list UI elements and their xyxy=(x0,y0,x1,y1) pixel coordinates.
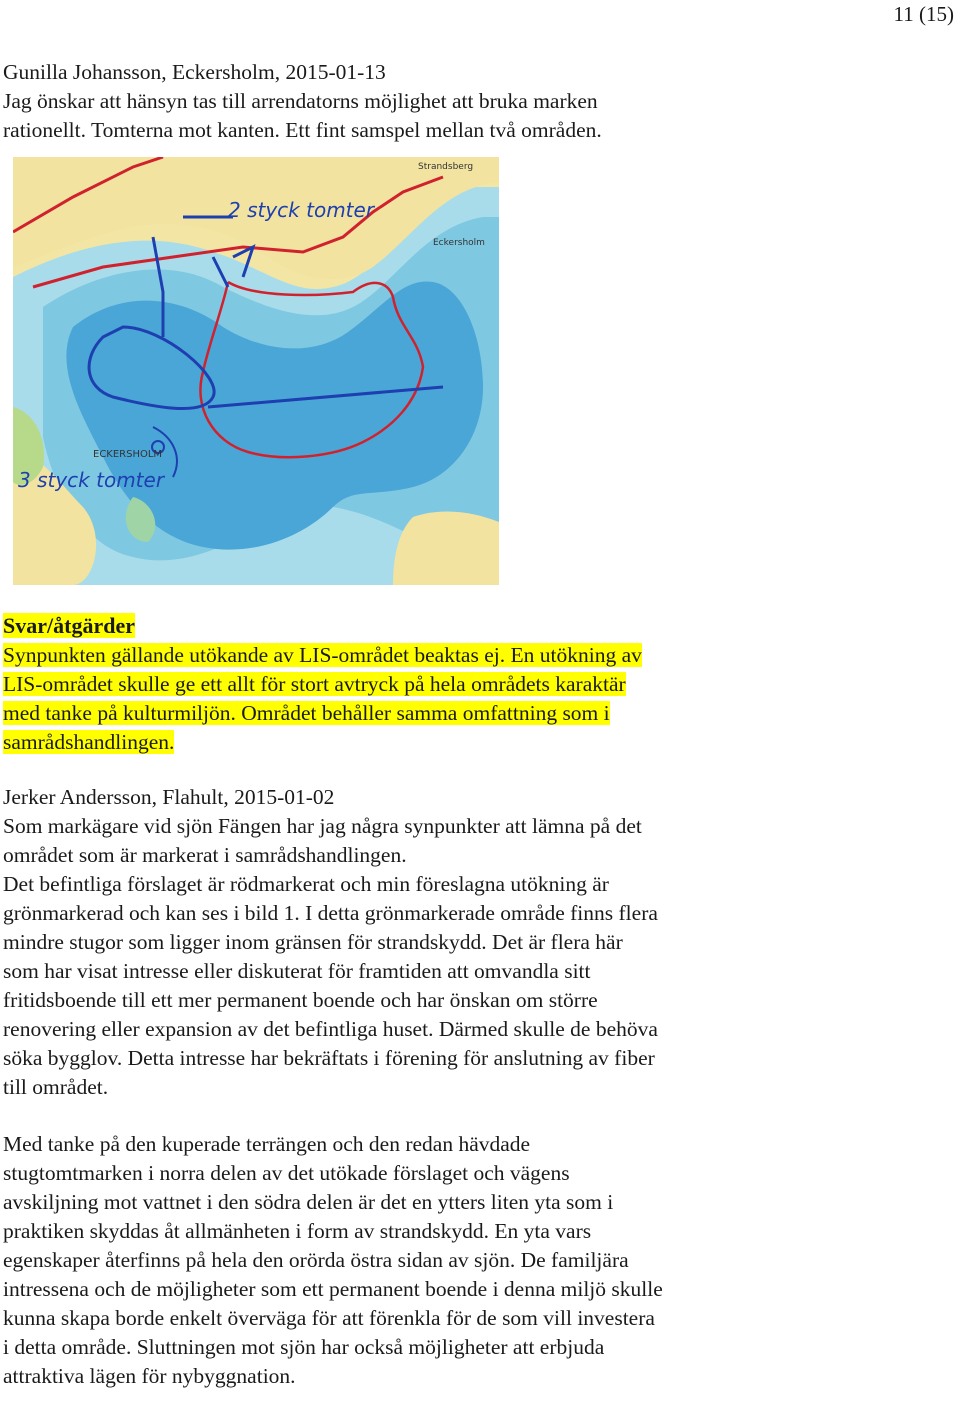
entry-text-line: mindre stugor som ligger inom gränsen för strandskydd. Det är flera här xyxy=(3,930,623,954)
entry-text-line: Det befintliga förslaget är rödmarkerat och min föreslagna utökning är xyxy=(3,872,609,896)
page-number: 11 (15) xyxy=(893,2,954,26)
entry-text-line: fritidsboende till ett mer permanent boende och har önskan om större xyxy=(3,988,598,1012)
document-body xyxy=(3,58,953,1391)
entry-text-line: praktiken skyddas åt allmänheten i form av strandskydd. En yta vars xyxy=(3,1219,592,1243)
entry-text-line: till området. xyxy=(3,1075,109,1099)
entry-text-line: egenskaper återfinns på hela den orörda östra sidan av sjön. De familjära xyxy=(3,1248,629,1272)
entry-header-jerker: Jerker Andersson, Flahult, 2015-01-02 xyxy=(3,785,335,809)
entry-text-line: avskiljning mot vattnet i den södra delen är det en ytters liten yta som i xyxy=(3,1190,614,1214)
entry-text-line: kunna skapa borde enkelt överväga för att förenkla för de som vill investera xyxy=(3,1306,655,1330)
entry-text-line: grönmarkerad och kan ses i bild 1. I detta grönmarkerade område finns flera xyxy=(3,901,658,925)
entry-text-line: stugtomtmarken i norra delen av det utökade förslaget och vägens xyxy=(3,1161,570,1185)
entry-text-line: som har visat intresse eller diskuterat för framtiden att omvandla sitt xyxy=(3,959,591,983)
map-label-eckersholm-sw: ECKERSHOLM xyxy=(93,449,163,460)
map-label-eckersholm: Eckersholm xyxy=(433,238,485,248)
entry-text-line: rationellt. Tomterna mot kanten. Ett fint samspel mellan två områden. xyxy=(3,118,602,142)
response-line: LIS-området skulle ge ett allt för stort avtryck på hela områdets karaktär xyxy=(3,672,626,696)
entry-text-line: renovering eller expansion av det befintliga huset. Därmed skulle de behöva xyxy=(3,1017,658,1041)
map-annotation-bottom: 3 styck tomter xyxy=(18,468,165,492)
entry-text-line: attraktiva lägen för nybyggnation. xyxy=(3,1364,296,1388)
response-line: Synpunkten gällande utökande av LIS-området beaktas ej. En utökning av xyxy=(3,643,642,667)
entry-text-line: söka bygglov. Detta intresse har bekräftats i förening för anslutning av fiber xyxy=(3,1046,655,1070)
entry-text-line: intressena och de möjligheter som ett permanent boende i denna miljö skulle xyxy=(3,1277,663,1301)
entry-text-line: Jag önskar att hänsyn tas till arrendatorns möjlighet att bruka marken xyxy=(3,89,598,113)
entry-text-line: i detta område. Sluttningen mot sjön har också möjligheter att erbjuda xyxy=(3,1335,605,1359)
map-label-strandsberg: Strandsberg xyxy=(418,162,474,172)
lake-map-image xyxy=(13,157,499,585)
entry-text-line: området som är markerat i samrådshandlingen. xyxy=(3,843,407,867)
response-line: med tanke på kulturmiljön. Området behåller samma omfattning som i xyxy=(3,701,610,725)
response-line: samrådshandlingen. xyxy=(3,730,175,754)
map-annotation-top: 2 styck tomter xyxy=(228,198,375,222)
entry-text-line: Som markägare vid sjön Fängen har jag några synpunkter att lämna på det xyxy=(3,814,642,838)
entry-text-line: Med tanke på den kuperade terrängen och den redan hävdade xyxy=(3,1132,531,1156)
entry-header-gunilla: Gunilla Johansson, Eckersholm, 2015-01-13 xyxy=(3,60,386,84)
response-heading: Svar/åtgärder xyxy=(3,613,135,638)
